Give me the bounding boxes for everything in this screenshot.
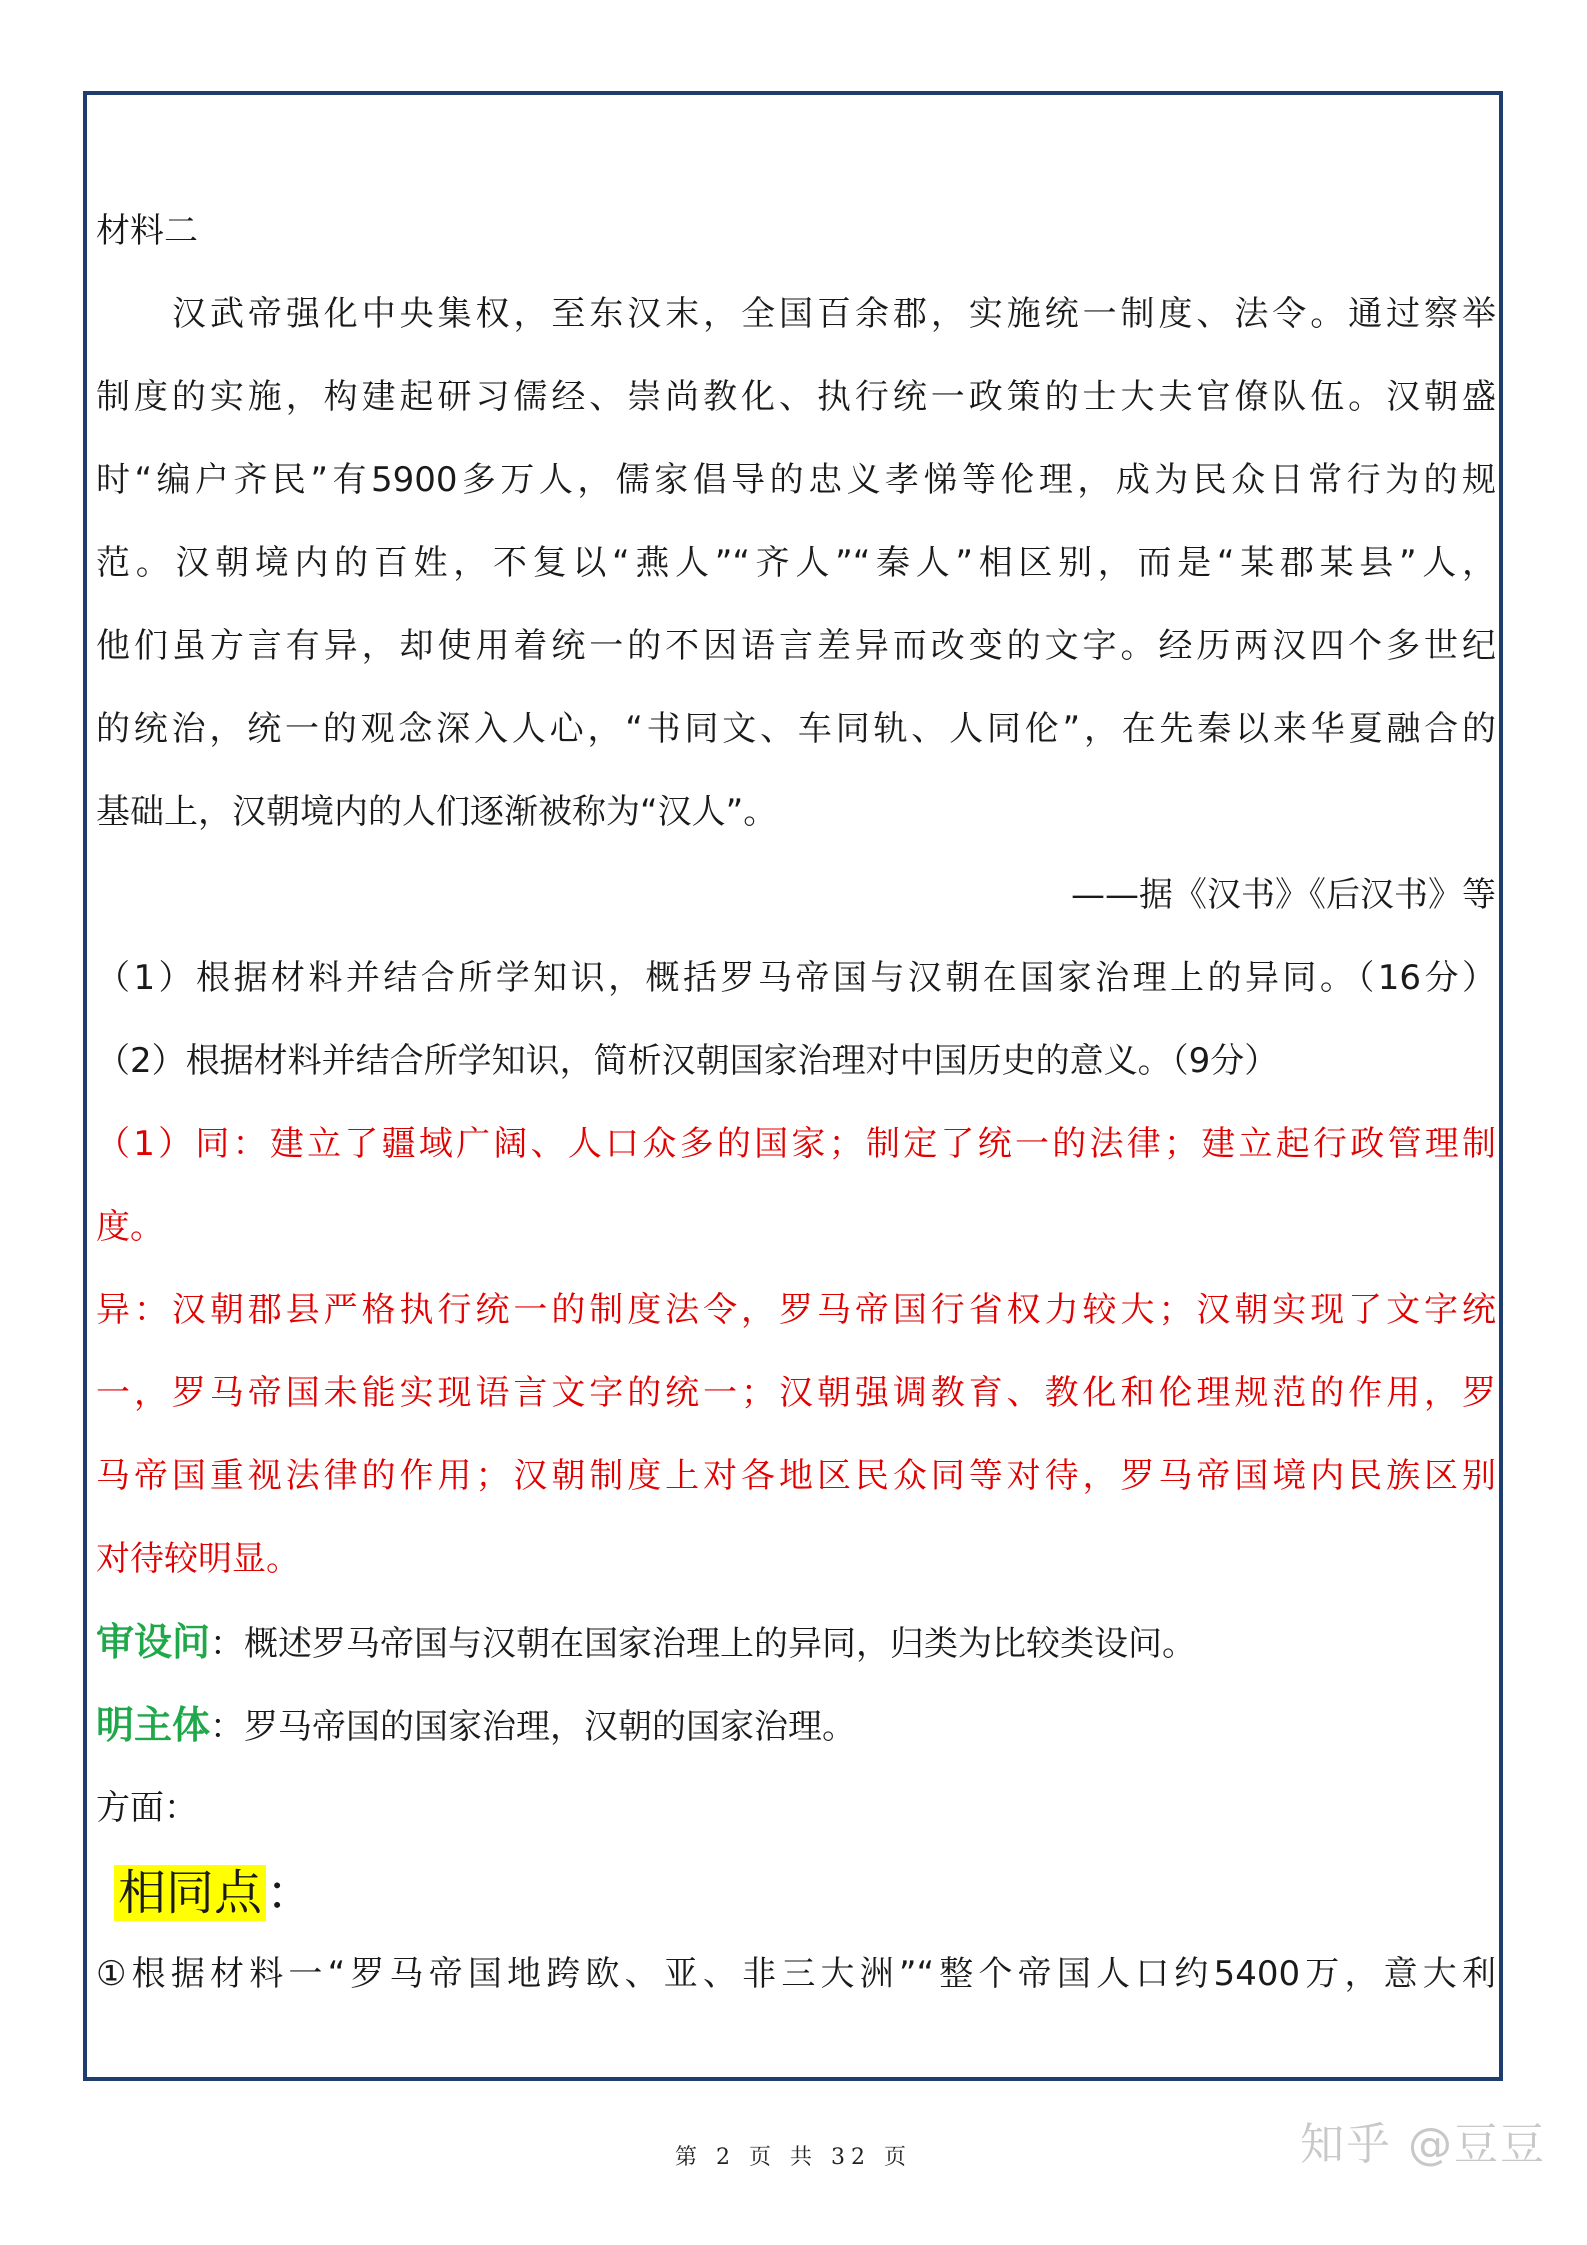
document-body	[96, 190, 1496, 2016]
answer-diff-line-1: 异：汉朝郡县严格执行统一的制度法令，罗马帝国行省权力较大；汉朝实现了文字统	[96, 1290, 1496, 1330]
passage-line-1: 汉武帝强化中央集权，至东汉末，全国百余郡，实施统一制度、法令。通过察举	[172, 294, 1496, 334]
similar-colon: ：	[266, 1865, 315, 1921]
question-1: （1）根据材料并结合所学知识，概括罗马帝国与汉朝在国家治理上的异同。（16分）	[96, 958, 1496, 998]
passage-line-6: 的统治，统一的观念深入人心，“书同文、车同轨、人同伦”，在先秦以来华夏融合的	[96, 709, 1496, 749]
aspect-heading: 方面：	[96, 1788, 198, 1828]
answer-diff-line-4: 对待较明显。	[96, 1539, 300, 1579]
answer-diff-line-3: 马帝国重视法律的作用；汉朝制度上对各地区民众同等对待，罗马帝国境内民族区别	[96, 1456, 1496, 1496]
question-2: （2）根据材料并结合所学知识，简析汉朝国家治理对中国历史的意义。（9分）	[96, 1041, 1279, 1081]
analysis-question	[96, 1601, 1496, 1684]
point-1: ①根据材料一“罗马帝国地跨欧、亚、非三大洲”“整个帝国人口约5400万，意大利	[96, 1954, 1496, 1994]
subject-label: 明主体	[96, 1703, 211, 1747]
answer-diff-line-2: 一，罗马帝国未能实现语言文字的统一；汉朝强调教育、教化和伦理规范的作用，罗	[96, 1373, 1496, 1413]
analysis-subject	[96, 1684, 1496, 1767]
watermark: 知乎 @豆豆	[1300, 2119, 1546, 2170]
similar-heading	[96, 1850, 1496, 1933]
question-analysis-text: ：概述罗马帝国与汉朝在国家治理上的异同，归类为比较类设问。	[210, 1624, 1197, 1664]
passage-line-4: 范。汉朝境内的百姓，不复以“燕人”“齐人”“秦人”相区别，而是“某郡某县”人，	[96, 543, 1496, 583]
page-number: 第 2 页 共 32 页	[675, 2145, 912, 2170]
answer-same-line-2: 度。	[96, 1207, 164, 1247]
question-label: 审设问	[96, 1620, 211, 1664]
passage-line-2: 制度的实施，构建起研习儒经、崇尚教化、执行统一政策的士大夫官僚队伍。汉朝盛	[96, 377, 1496, 417]
passage-line-5: 他们虽方言有异，却使用着统一的不因语言差异而改变的文字。经历两汉四个多世纪	[96, 626, 1496, 666]
similar-label: 相同点	[114, 1865, 266, 1921]
passage-line-7: 基础上，汉朝境内的人们逐渐被称为“汉人”。	[96, 792, 778, 832]
answer-same-line-1: （1）同：建立了疆域广阔、人口众多的国家；制定了统一的法律；建立起行政管理制	[96, 1124, 1496, 1164]
passage-line-3: 时“编户齐民”有5900多万人，儒家倡导的忠义孝悌等伦理，成为民众日常行为的规	[96, 460, 1496, 500]
subject-analysis-text: ：罗马帝国的国家治理，汉朝的国家治理。	[210, 1707, 857, 1747]
source-citation: ——据《汉书》《后汉书》等	[1071, 875, 1496, 915]
material-title: 材料二	[96, 211, 198, 251]
